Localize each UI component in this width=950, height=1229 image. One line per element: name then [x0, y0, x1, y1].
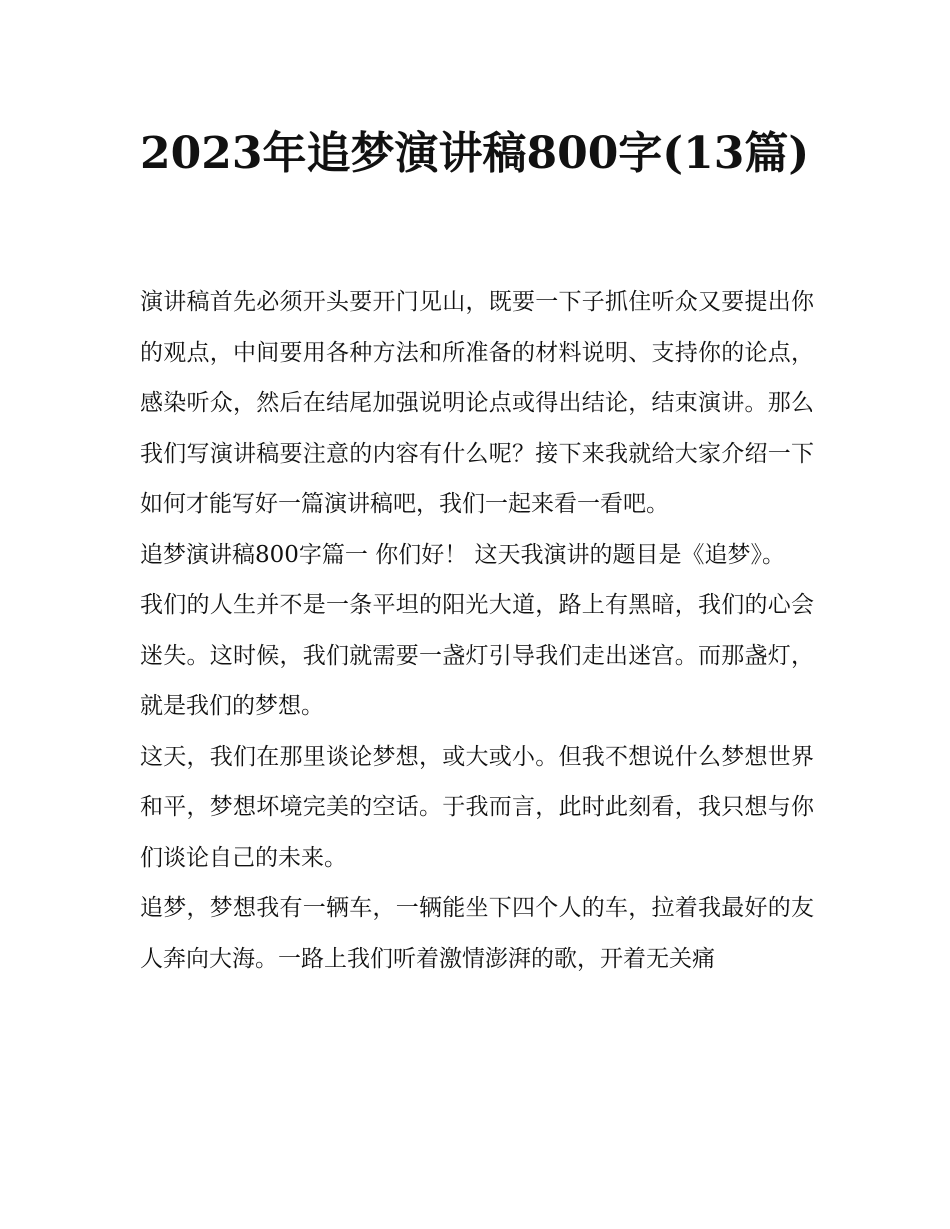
paragraph-car-dream: 追梦，梦想我有一辆车，一辆能坐下四个人的车，拉着我最好的友人奔向大海。一路上我们听着激情澎湃的歌，开着无关痛: [140, 895, 814, 972]
paragraph-dream-lamp: 我们的人生并不是一条平坦的阳光大道，路上有黑暗，我们的心会迷失。这时候，我们就需要一盏灯引导我们走出迷宫。而那盏灯，就是我们的梦想。: [140, 592, 814, 719]
paragraph-talk-future: 这天，我们在那里谈论梦想，或大或小。但我不想说什么梦想世界和平，梦想坏境完美的空话。于我而言，此时此刻看，我只想与你们谈论自己的未来。: [140, 743, 814, 871]
document-body: [140, 277, 814, 984]
paragraph-speech-opening: 追梦演讲稿800字篇一 你们好！ 这天我演讲的题目是《追梦》。: [140, 541, 786, 568]
paragraph-intro: 演讲稿首先必须开头要开门见山，既要一下子抓住听众又要提出你的观点，中间要用各种方法和所准备的材料说明、支持你的论点，感染听众，然后在结尾加强说明论点或得出结论，结束演讲。那么我们写演讲稿要注意的内容有什么呢？接下来我就给大家介绍一下如何才能写好一篇演讲稿吧，我们一起来看一看吧。: [140, 289, 814, 517]
document-title: 2023年追梦演讲稿800字(13篇): [140, 128, 810, 179]
